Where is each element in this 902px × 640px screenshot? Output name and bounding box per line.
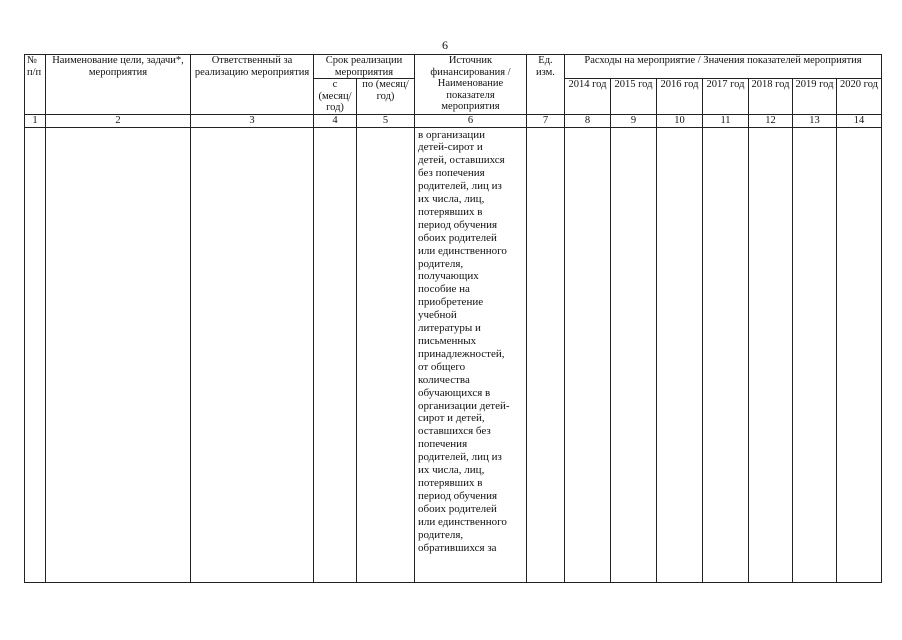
source-text-line: детей, оставшихся [418,154,505,167]
header-year-2014: 2014 год [565,79,611,115]
source-text-line: период обучения [418,218,498,231]
column-number-row [25,114,882,127]
cell-responsible [191,127,314,582]
source-text-line: получающих [418,270,479,283]
column-number: 2 [46,114,191,127]
cell-year-2015 [611,127,657,582]
cell-year-2017 [703,127,749,582]
source-text-line: оставшихся без [418,425,491,438]
cell-year-2019 [793,127,837,582]
column-number: 4 [314,114,357,127]
column-number: 3 [191,114,314,127]
source-text-line: их числа, лиц, [418,464,485,477]
header-year-2019: 2019 год [793,79,837,115]
header-year-2018: 2018 год [749,79,793,115]
column-number: 13 [793,114,837,127]
source-text-line: учебной [418,309,457,322]
header-unit: Ед. изм. [527,55,565,115]
column-number: 10 [657,114,703,127]
source-text-line: пособие на [418,283,470,296]
source-text-line: принадлежностей, [418,347,505,360]
source-text-line: сирот и детей, [418,412,485,425]
source-text-line: литературы и [418,322,481,335]
column-number: 5 [357,114,415,127]
cell-num [25,127,46,582]
column-number: 11 [703,114,749,127]
source-text-line: приобретение [418,296,484,309]
source-text-line: обратившихся за [418,541,497,554]
cell-year-2018 [749,127,793,582]
source-text-line: родителя, [418,257,464,270]
source-text-line: период обучения [418,489,498,502]
source-text-line: без попечения [418,167,485,180]
column-number: 9 [611,114,657,127]
source-text-line: потерявших в [418,205,483,218]
cell-period-from [314,127,357,582]
source-text-line: родителя, [418,528,464,541]
header-year-2017: 2017 год [703,79,749,115]
cell-period-to [357,127,415,582]
cell-unit [527,127,565,582]
header-period: Срок реализации мероприятия [314,55,415,79]
cell-year-2020 [837,127,882,582]
source-text-line: обучающихся в [418,386,491,399]
source-text-line: детей-сирот и [418,141,483,154]
source-text-line: в организации [418,128,485,141]
column-number: 6 [415,114,527,127]
source-text-line: организации детей- [418,399,510,412]
source-text-line: или единственного [418,244,507,257]
cell-year-2014 [565,127,611,582]
page-number: 6 [442,38,448,52]
source-text-line: или единственного [418,515,507,528]
table-row [25,127,882,582]
header-year-2015: 2015 год [611,79,657,115]
header-goal: Наименование цели, задачи*, мероприятия [46,55,191,115]
header-responsible: Ответственный за реализацию мероприятия [191,55,314,115]
header-num: № п/п [25,55,46,115]
source-text-line: родителей, лиц из [418,180,502,193]
cell-source-text [415,127,527,582]
source-text-line: родителей, лиц из [418,451,502,464]
column-number: 7 [527,114,565,127]
header-source: Источник финансирования / Наименование показателя мероприятия [415,55,527,115]
header-year-2020: 2020 год [837,79,882,115]
source-text-line: потерявших в [418,476,483,489]
source-text-line: попечения [418,438,468,451]
header-period-from: с (месяц/ год) [314,79,357,115]
header-year-2016: 2016 год [657,79,703,115]
source-text-lines [418,129,523,555]
header-period-to: по (месяц/ год) [357,79,415,115]
column-number: 1 [25,114,46,127]
source-text-line: обоих родителей [418,231,497,244]
source-text-line: письменных [418,335,477,347]
source-text-line: от общего [418,360,466,373]
header-row-1 [25,55,882,79]
column-number: 14 [837,114,882,127]
activities-table [24,54,882,583]
cell-goal [46,127,191,582]
column-number: 8 [565,114,611,127]
source-text-line: количества [418,373,470,386]
column-number: 12 [749,114,793,127]
source-text-line: обоих родителей [418,502,497,515]
cell-year-2016 [657,127,703,582]
source-text-line: их числа, лиц, [418,193,485,206]
header-expenses: Расходы на мероприятие / Значения показателей мероприятия [565,55,882,79]
